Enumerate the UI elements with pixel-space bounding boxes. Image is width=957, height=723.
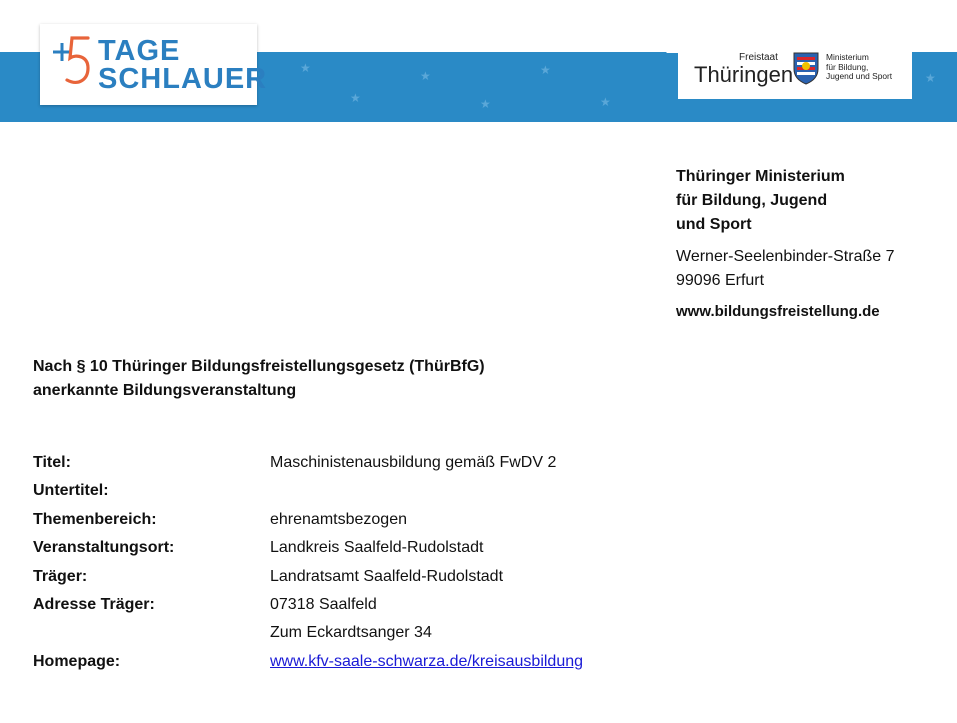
detail-label-veranstaltungsort: Veranstaltungsort: — [33, 539, 175, 556]
logo-freistaat: Freistaat — [739, 52, 778, 63]
detail-value-adresse-line2: Zum Eckardtsanger 34 — [270, 624, 432, 641]
star-icon: ★ — [925, 71, 936, 85]
logo-text-tage: TAGE — [98, 35, 181, 67]
star-icon: ★ — [540, 63, 551, 77]
detail-label-traeger: Träger: — [33, 568, 88, 585]
thuringia-coat-of-arms-icon — [792, 51, 820, 85]
logo-thueringen: Thüringen — [694, 62, 794, 87]
ministry-name: Thüringer Ministerium für Bildung, Jugend und Sport — [676, 168, 845, 233]
ministry-street: Werner-Seelenbinder-Straße 7 — [676, 248, 895, 265]
detail-label-themenbereich: Themenbereich: — [33, 511, 157, 528]
detail-value-themenbereich: ehrenamtsbezogen — [270, 511, 407, 528]
detail-value-adresse-traeger: 07318 Saalfeld — [270, 596, 377, 613]
detail-label-titel: Titel: — [33, 454, 71, 471]
star-icon: ★ — [600, 95, 611, 109]
tage-schlauer-logo — [40, 24, 268, 105]
logo-ministry-text: Ministerium für Bildung, Jugend und Sport — [826, 52, 893, 82]
homepage-link[interactable]: www.kfv-saale-schwarza.de/kreisausbildung — [270, 653, 584, 670]
document-heading: Nach § 10 Thüringer Bildungsfreistellungsgesetz (ThürBfG) anerkannte Bildungsveranstaltung — [33, 358, 485, 399]
detail-value-titel: Maschinistenausbildung gemäß FwDV 2 — [270, 454, 557, 471]
thueringen-ministry-logo — [678, 41, 912, 99]
detail-label-adresse-traeger: Adresse Träger: — [33, 596, 155, 613]
star-icon: ★ — [300, 61, 311, 75]
detail-value-veranstaltungsort: Landkreis Saalfeld-Rudolstadt — [270, 539, 484, 556]
logo-text-schlauer: SCHLAUER — [98, 63, 268, 95]
detail-label-homepage: Homepage: — [33, 653, 121, 670]
plus-five-logo-icon — [50, 32, 94, 96]
ministry-city: 99096 Erfurt — [676, 272, 765, 289]
detail-value-traeger: Landratsamt Saalfeld-Rudolstadt — [270, 568, 504, 585]
star-icon: ★ — [350, 91, 361, 105]
star-icon: ★ — [420, 69, 431, 83]
logo-corner — [666, 41, 678, 53]
star-icon: ★ — [480, 97, 491, 111]
detail-label-untertitel: Untertitel: — [33, 482, 109, 499]
ministry-website: www.bildungsfreistellung.de — [676, 303, 880, 320]
